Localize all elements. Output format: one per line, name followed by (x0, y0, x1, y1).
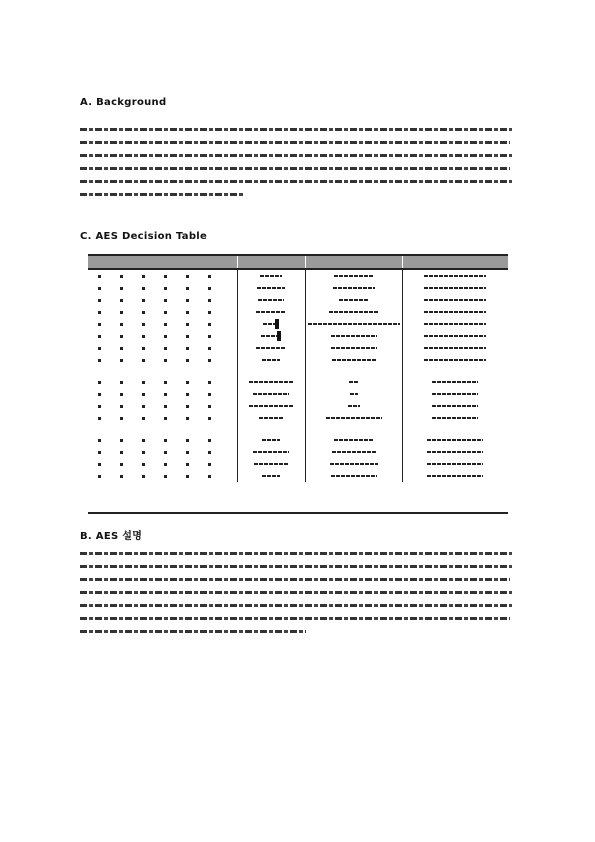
table-row (88, 446, 508, 458)
table-row (88, 306, 508, 318)
paragraph-conclusion (80, 552, 512, 643)
table-row (88, 342, 508, 354)
table-header-row (88, 255, 508, 269)
table-row (88, 400, 508, 412)
table-row (88, 434, 508, 446)
table-row (88, 388, 508, 400)
table-row (88, 282, 508, 294)
table-header-cell (305, 255, 402, 269)
table-row (88, 330, 508, 342)
table-row-spacer (88, 366, 508, 376)
table-row (88, 458, 508, 470)
table-row (88, 376, 508, 388)
table-row (88, 354, 508, 366)
table-row (88, 294, 508, 306)
table-header-cell (237, 255, 305, 269)
section-heading-background: A. Background (80, 97, 167, 108)
table-row (88, 412, 508, 424)
section-heading-table: C. AES Decision Table (80, 231, 208, 242)
table-header-cell (402, 255, 508, 269)
paragraph-background (80, 128, 512, 206)
table-row (88, 470, 508, 482)
section-heading-conclusion: B. AES 설명 (80, 531, 143, 542)
table-row (88, 269, 508, 282)
table-row (88, 318, 508, 330)
table-header-cell (88, 255, 237, 269)
table-row-spacer (88, 424, 508, 434)
decision-table (88, 254, 508, 514)
